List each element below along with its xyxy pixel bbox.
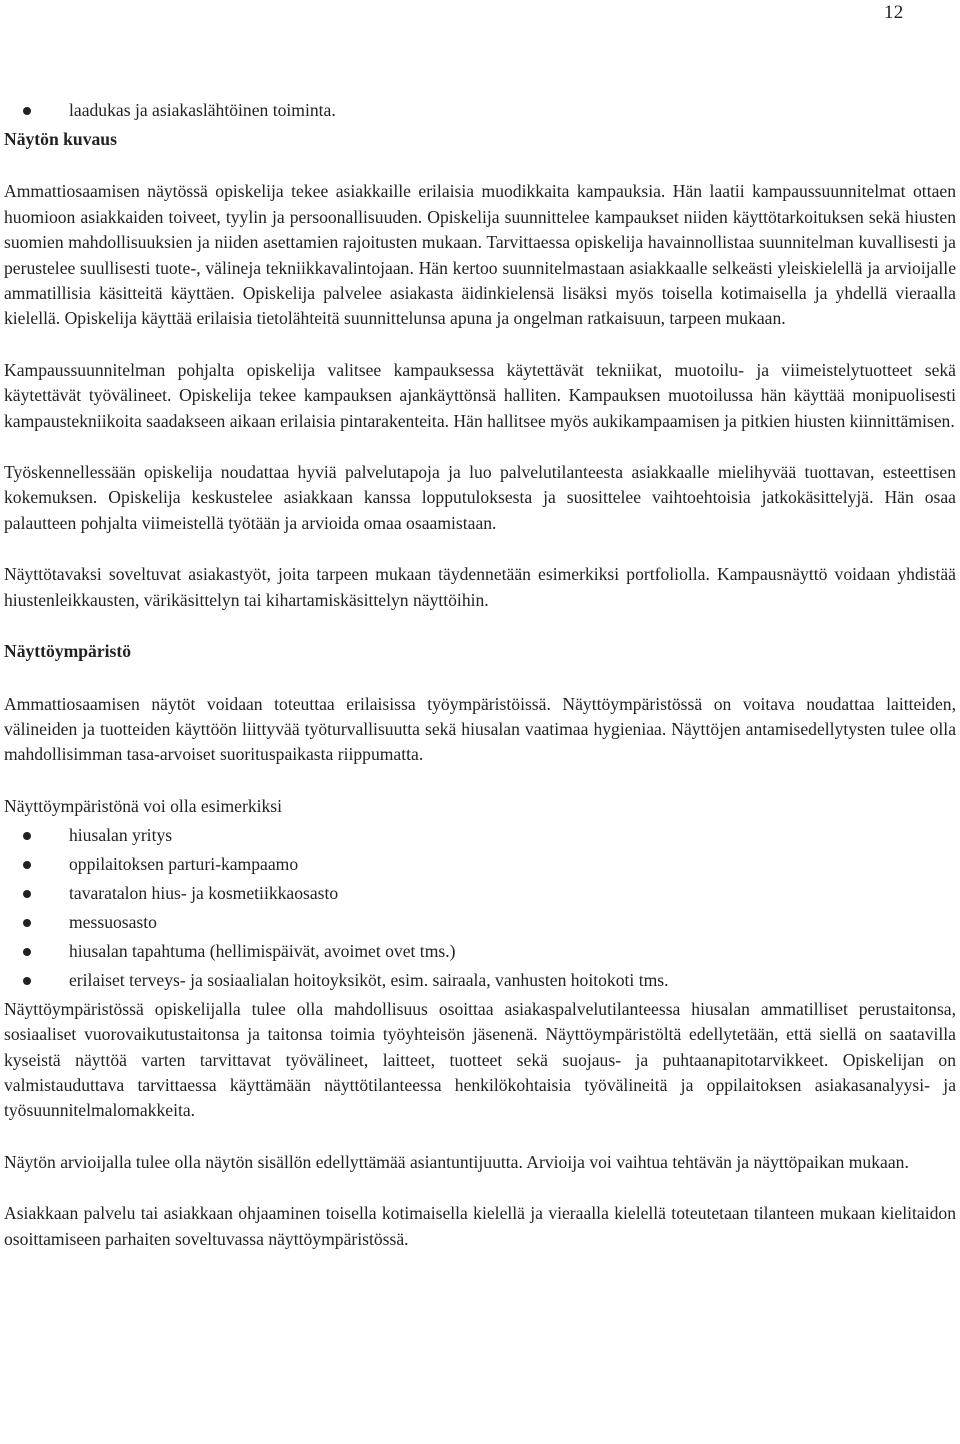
bullet-icon	[23, 890, 31, 898]
page-number: 12	[884, 2, 904, 23]
list-item-text: tavaratalon hius- ja kosmetiikkaosasto	[69, 882, 339, 903]
list-item-text: messuosasto	[69, 911, 157, 932]
bullet-icon	[23, 919, 31, 927]
list-item-text: hiusalan yritys	[69, 824, 173, 845]
list-item	[4, 98, 956, 123]
environment-bullet-list	[4, 823, 956, 993]
list-item-text: laadukas ja asiakaslähtöinen toiminta.	[69, 100, 336, 120]
list-item	[4, 910, 956, 935]
list-item	[4, 939, 956, 964]
bullet-icon	[23, 832, 31, 840]
list-item-text: oppilaitoksen parturi-kampaamo	[69, 853, 299, 874]
list-lead-text: Näyttöympäristönä voi olla esimerkiksi	[4, 795, 283, 816]
paragraph: Näyttötavaksi soveltuvat asiakastyöt, joita tarpeen mukaan täydennetään esimerkiksi portfoliolla. Kampausnäyttö voidaan yhdistää hiustenleikkausten, värikäsittelyn tai kihartamiskäsittelyn näyttöihin.	[4, 564, 956, 610]
list-item	[4, 968, 956, 993]
bullet-icon	[23, 107, 31, 115]
paragraph: Ammattiosaamisen näytöt voidaan toteuttaa erilaisissa työympäristöissä. Näyttöympäristössä on voitava noudattaa laitteiden, välineiden ja tuotteiden käyttöön liittyvää työturvallisuutta sekä hiusalan vaatimaa hygieniaa. Näyttöjen antamisedellytysten tulee olla mahdollisimman tasa-arvoiset suorituspaikasta riippumatta.	[4, 693, 956, 765]
top-bullet-list	[4, 98, 956, 123]
bullet-icon	[23, 977, 31, 985]
bullet-icon	[23, 861, 31, 869]
document-content	[4, 98, 956, 1278]
paragraph: Näyttöympäristössä opiskelijalla tulee olla mahdollisuus osoittaa asiakaspalvelutilanteessa hiusalan ammatilliset perustaitonsa, sosiaaliset vuorovaikutustaitonsa ja taitonsa toimia työyhteisön jäsenenä. Näyttöympäristöltä edellytetään, että siellä on saatavilla kyseistä näyttöä varten tarvittavat työvälineet, laitteet, tuotteet sekä suojaus- ja puhtaanapitotarvikkeet. Opiskelijan on valmistauduttava tarvittaessa käyttämään näyttötilanteessa henkilökohtaisia työvälineitä ja oppilaitoksen asiakasanalyysi- ja työsuunnitelmalomakkeita.	[4, 998, 956, 1121]
paragraph: Asiakkaan palvelu tai asiakkaan ohjaaminen toisella kotimaisella kielellä ja vieraalla kielellä toteutetaan tilanteen mukaan kielitaidon osoittamiseen parhaiten soveltuvassa näyttöympäristössä.	[4, 1203, 956, 1249]
paragraph: Ammattiosaamisen näytössä opiskelija tekee asiakkaille erilaisia muodikkaita kampauksia. Hän laatii kampaussuunnitelmat ottaen huomioon asiakkaiden toiveet, tyylin ja persoonallisuuden. Opiskelija suunnittelee kampaukset niiden käyttötarkoituksen sekä hiusten suomien mahdollisuuksien ja niiden asettamien rajoitusten mukaan. Tarvittaessa opiskelija havainnollistaa suunnitelman kuvallisesti ja perustelee suullisesti tuote-, välineja tekniikkavalintojaan. Hän kertoo suunnitelmastaan asiakkaalle selkeästi yleiskielellä ja arvioijalle ammatillisia käsitteitä käyttäen. Opiskelija palvelee asiakasta äidinkielensä lisäksi myös toisella kotimaisella ja yhdellä vieraalla kielellä. Opiskelija käyttää erilaisia tietolähteitä suunnittelunsa apuna ja ongelman ratkaisuun, tarpeen mukaan.	[4, 181, 956, 329]
list-item-text: hiusalan tapahtuma (hellimispäivät, avoimet ovet tms.)	[69, 940, 456, 961]
paragraph: Kampaussuunnitelman pohjalta opiskelija valitsee kampauksessa käytettävät tekniikat, muotoilu- ja viimeistelytuotteet sekä käytettävät työvälineet. Opiskelija tekee kampauksen ajankäyttönsä halliten. Kampauksen muotoilussa hän käyttää monipuolisesti kampaustekniikoita saadakseen aikaan erilaisia pintarakenteita. Hän hallitsee myös aukikampaamisen ja pitkien hiusten kiinnittämisen.	[4, 359, 956, 431]
list-item	[4, 881, 956, 906]
paragraph: Näytön arvioijalla tulee olla näytön sisällön edellyttämää asiantuntijuutta. Arvioija voi vaihtua tehtävän ja näyttöpaikan mukaan.	[4, 1151, 909, 1172]
section-heading-naytön-kuvaus: Näytön kuvaus	[4, 129, 117, 149]
bullet-icon	[23, 948, 31, 956]
section-heading-nayttoymparisto: Näyttöympäristö	[4, 641, 132, 662]
list-item-text: erilaiset terveys- ja sosiaalialan hoitoyksiköt, esim. sairaala, vanhusten hoitokoti tms.	[69, 969, 669, 990]
list-item	[4, 823, 956, 848]
list-item	[4, 852, 956, 877]
paragraph: Työskennellessään opiskelija noudattaa hyviä palvelutapoja ja luo palvelutilanteesta asiakkaalle mielihyvää tuottavan, esteettisen kokemuksen. Opiskelija keskustelee asiakkaan kanssa lopputuloksesta ja suosittelee vaihtoehtoisia jatkokäsittelyjä. Hän osaa palautteen pohjalta viimeistellä työtään ja arvioida omaa osaamistaan.	[4, 462, 956, 533]
